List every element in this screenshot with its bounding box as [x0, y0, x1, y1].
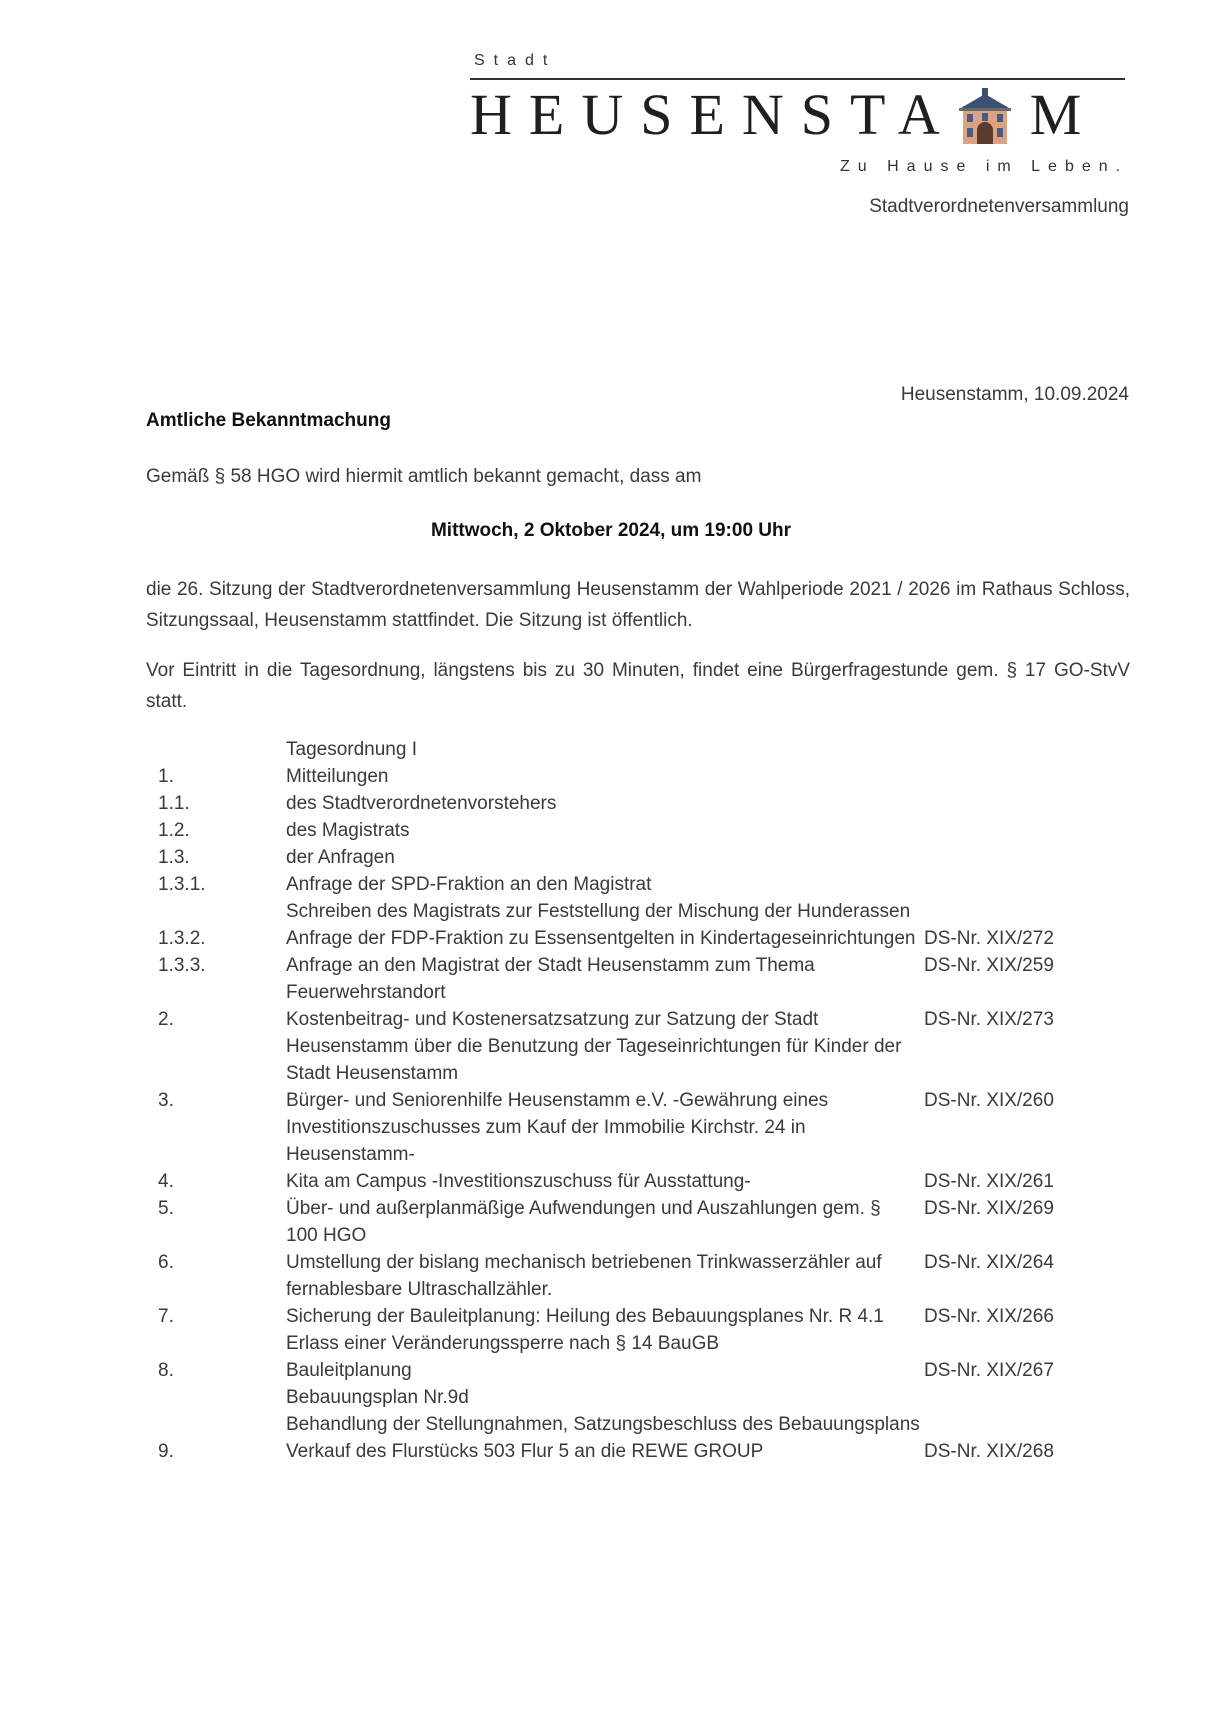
meeting-paragraph: die 26. Sitzung der Stadtverordnetenversammlung Heusenstamm der Wahlperiode 2021 / 2026 im Rathaus Schloss, Sitzungssaal, Heusenstamm stattfindet. Die Sitzung ist öffentlich.: [146, 579, 1130, 631]
agenda-item-number: 1.3.1.: [158, 874, 206, 895]
agenda-item-number: 1.: [158, 766, 174, 787]
agenda-item: [146, 844, 1076, 871]
agenda-item: [146, 790, 1076, 817]
agenda-item-line: Umstellung der bislang mechanisch betriebenen Trinkwasserzähler auf: [286, 1252, 882, 1273]
agenda-item-line: Heusenstamm-: [286, 1144, 415, 1165]
agenda-item-text: [286, 1195, 916, 1249]
agenda-item-number: 2.: [158, 1009, 174, 1030]
agenda-item-text: [286, 925, 916, 952]
agenda-item-text: [286, 1438, 916, 1465]
agenda-item-text: [286, 1357, 920, 1438]
castle-icon: [957, 88, 1013, 144]
agenda-item-text: [286, 844, 916, 871]
agenda-item-line: der Anfragen: [286, 847, 395, 868]
agenda-item-document-number: DS-Nr. XIX/261: [924, 1171, 1054, 1192]
agenda-item-line: Erlass einer Veränderungssperre nach § 14 BauGB: [286, 1333, 720, 1354]
agenda-item-document-number: DS-Nr. XIX/264: [924, 1252, 1054, 1273]
agenda-item-text: [286, 871, 916, 925]
logo-slogan: Zu Hause im Leben.: [840, 158, 1129, 175]
agenda-item-number: 1.2.: [158, 820, 190, 841]
agenda-item-line: Anfrage der SPD-Fraktion an den Magistrat: [286, 874, 652, 895]
agenda-item-line: Kita am Campus -Investitionszuschuss für Ausstattung-: [286, 1171, 751, 1192]
agenda-item-line: Bebauungsplan Nr.9d: [286, 1387, 469, 1408]
agenda-item-line: Kostenbeitrag- und Kostenersatzsatzung zur Satzung der Stadt: [286, 1009, 819, 1030]
agenda-item-number: 6.: [158, 1252, 174, 1273]
agenda-item-line: Bauleitplanung: [286, 1360, 412, 1381]
agenda-item-text: [286, 1087, 916, 1168]
agenda-item: [146, 1195, 1076, 1249]
agenda-item: [146, 1249, 1076, 1303]
department-name: Stadtverordnetenversammlung: [869, 196, 1129, 217]
agenda-item-text: [286, 763, 916, 790]
agenda-item-line: Über- und außerplanmäßige Aufwendungen und Auszahlungen gem. §: [286, 1198, 881, 1219]
agenda-item: [146, 925, 1076, 952]
agenda-item-number: 1.1.: [158, 793, 190, 814]
meeting-datetime: Mittwoch, 2 Oktober 2024, um 19:00 Uhr: [430, 520, 792, 541]
agenda-list: [146, 763, 1076, 1465]
intro-text: Gemäß § 58 HGO wird hiermit amtlich bekannt gemacht, dass am: [146, 466, 702, 487]
logo-rule: [470, 78, 1125, 80]
agenda-item-document-number: DS-Nr. XIX/267: [924, 1360, 1054, 1381]
agenda-item-line: Feuerwehrstandort: [286, 982, 446, 1003]
agenda-item: [146, 1168, 1076, 1195]
agenda-item-document-number: [916, 844, 1084, 871]
agenda-item-line: Stadt Heusenstamm: [286, 1063, 459, 1084]
agenda-item-number: 5.: [158, 1198, 174, 1219]
agenda-item-line: des Magistrats: [286, 820, 410, 841]
agenda: [146, 736, 1076, 1465]
agenda-item-document-number: DS-Nr. XIX/273: [924, 1009, 1054, 1030]
agenda-item-number: 9.: [158, 1441, 174, 1462]
agenda-item-line: Anfrage der FDP-Fraktion zu Essensentgelten in Kindertageseinrichtungen: [286, 928, 916, 949]
logo-wordmark: [470, 82, 1099, 147]
agenda-item-text: [286, 790, 916, 817]
agenda-item-line: Behandlung der Stellungnahmen, Satzungsbeschluss des Bebauungsplans: [286, 1414, 920, 1435]
citizen-questions-paragraph: Vor Eintritt in die Tagesordnung, längstens bis zu 30 Minuten, findet eine Bürgerfragestunde gem. § 17 GO-StvV statt.: [146, 660, 1130, 712]
agenda-item-line: des Stadtverordnetenvorstehers: [286, 793, 557, 814]
agenda-item: [146, 817, 1076, 844]
agenda-item-number: 1.3.3.: [158, 955, 206, 976]
agenda-item-number: 1.3.2.: [158, 928, 206, 949]
agenda-item-line: Heusenstamm über die Benutzung der Tageseinrichtungen für Kinder der: [286, 1036, 902, 1057]
agenda-item-text: [286, 817, 916, 844]
agenda-item-document-number: DS-Nr. XIX/268: [924, 1441, 1054, 1462]
agenda-item-text: [286, 1168, 916, 1195]
agenda-item-text: [286, 1006, 916, 1087]
agenda-item: [146, 1087, 1076, 1168]
agenda-item-line: fernablesbare Ultraschallzähler.: [286, 1279, 553, 1300]
agenda-item-text: [286, 1303, 916, 1357]
agenda-item-line: Anfrage an den Magistrat der Stadt Heusenstamm zum Thema: [286, 955, 815, 976]
agenda-item-document-number: DS-Nr. XIX/269: [924, 1198, 1054, 1219]
logo-wordmark-part1: HEUSENSTA: [470, 82, 957, 147]
agenda-item-document-number: DS-Nr. XIX/259: [924, 955, 1054, 976]
agenda-item-document-number: DS-Nr. XIX/260: [924, 1090, 1054, 1111]
agenda-item-number: 1.3.: [158, 847, 190, 868]
agenda-item-number: 3.: [158, 1090, 174, 1111]
city-logo: [470, 48, 1130, 178]
document-date: Heusenstamm, 10.09.2024: [900, 384, 1129, 405]
logo-wordmark-part2: M: [1029, 82, 1099, 147]
agenda-item-line: Schreiben des Magistrats zur Feststellung der Mischung der Hunderassen: [286, 901, 911, 922]
agenda-item-line: Bürger- und Seniorenhilfe Heusenstamm e.V. -Gewährung eines: [286, 1090, 829, 1111]
agenda-item-document-number: [916, 790, 1084, 817]
agenda-item-line: Mitteilungen: [286, 766, 389, 787]
agenda-item: [146, 1006, 1076, 1087]
agenda-item: [146, 952, 1076, 1006]
agenda-item-number: 4.: [158, 1171, 174, 1192]
agenda-item: [146, 871, 1076, 925]
agenda-item-text: [286, 1249, 916, 1303]
agenda-item-document-number: [916, 817, 1084, 844]
agenda-item-number: 8.: [158, 1360, 174, 1381]
logo-stadt-text: Stadt: [474, 52, 557, 69]
agenda-item: [146, 1303, 1076, 1357]
agenda-item-line: Sicherung der Bauleitplanung: Heilung des Bebauungsplanes Nr. R 4.1: [286, 1306, 884, 1327]
agenda-item-line: 100 HGO: [286, 1225, 367, 1246]
agenda-item-line: Verkauf des Flurstücks 503 Flur 5 an die REWE GROUP: [286, 1441, 764, 1462]
agenda-item-document-number: [916, 871, 1084, 925]
agenda-item: [146, 1357, 1076, 1438]
agenda-item: [146, 1438, 1076, 1465]
agenda-heading: Tagesordnung I: [286, 739, 417, 760]
agenda-item-document-number: [916, 763, 1084, 790]
agenda-item-number: 7.: [158, 1306, 174, 1327]
document-title: Amtliche Bekanntmachung: [146, 410, 391, 431]
agenda-item-text: [286, 952, 916, 1006]
agenda-item-document-number: DS-Nr. XIX/272: [924, 928, 1054, 949]
agenda-item-document-number: DS-Nr. XIX/266: [924, 1306, 1054, 1327]
agenda-item-line: Investitionszuschusses zum Kauf der Immobilie Kirchstr. 24 in: [286, 1117, 806, 1138]
agenda-item: [146, 763, 1076, 790]
